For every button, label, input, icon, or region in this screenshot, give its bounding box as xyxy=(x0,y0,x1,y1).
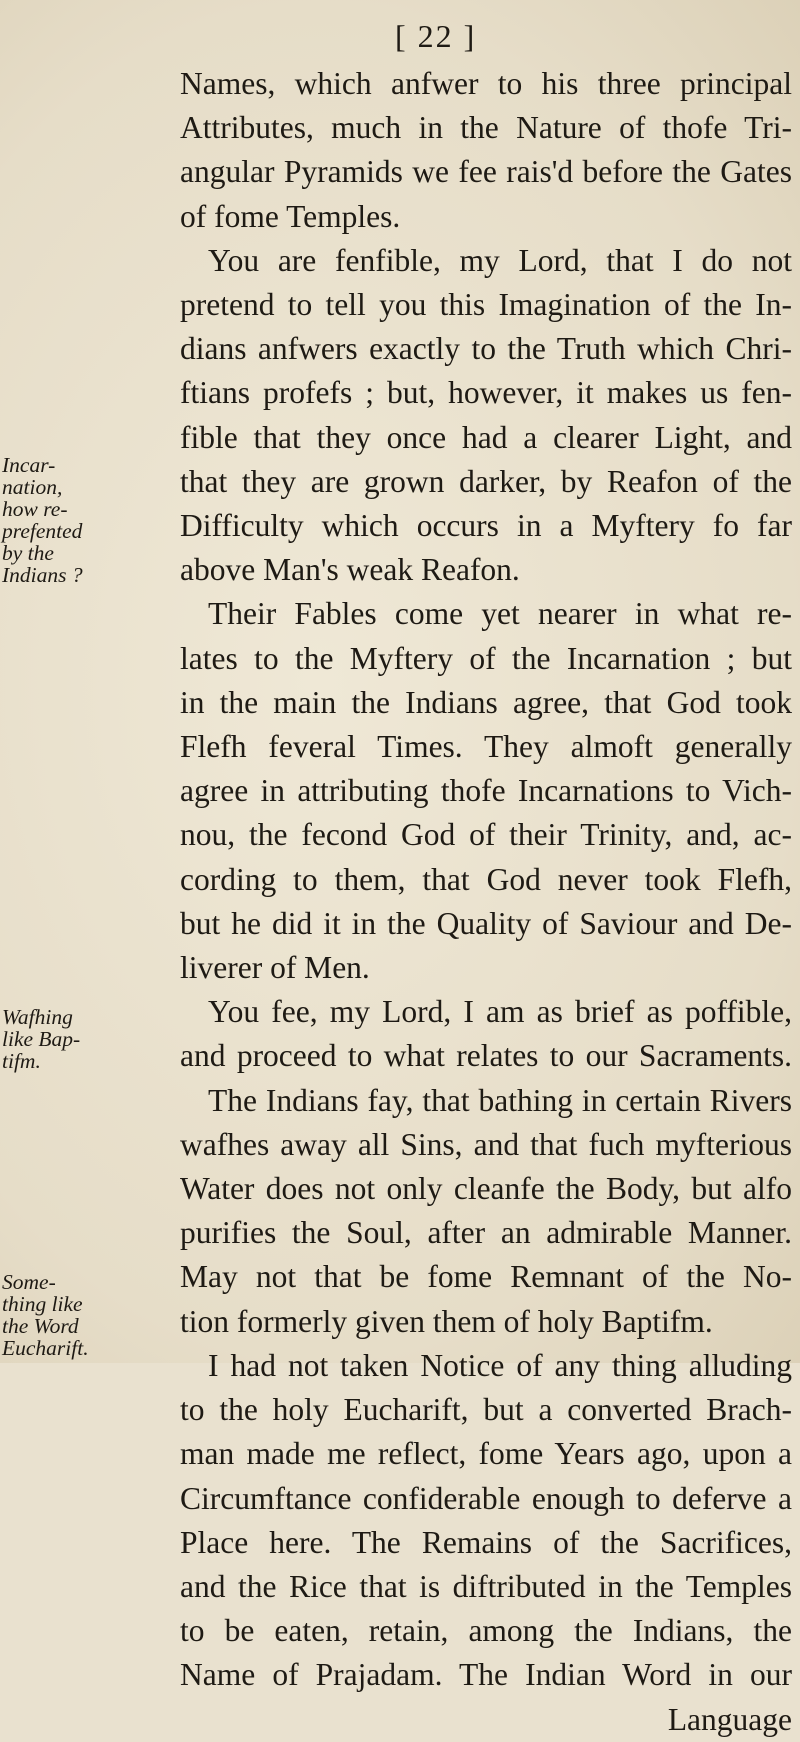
text-line: in the main the Indians agree, that God took xyxy=(180,684,792,720)
text-line: pretend to tell you this Imagination of the In- xyxy=(180,287,792,323)
text-line: liverer of Men. xyxy=(180,950,370,986)
text-line: Place here. The Remains of the Sacrifices, xyxy=(180,1524,792,1560)
text-line: wafhes away all Sins, and that fuch myfterious xyxy=(180,1126,792,1162)
text-line: purifies the Soul, after an admirable Manner. xyxy=(180,1215,792,1251)
text-line: of fome Temples. xyxy=(180,198,401,234)
margin-note-line: Wafhing xyxy=(2,1005,73,1029)
text-line: May not that be fome Remnant of the No- xyxy=(180,1259,792,1295)
text-line: but he did it in the Quality of Saviour and De- xyxy=(180,905,792,941)
text-line: Circumftance confiderable enough to deferve a xyxy=(180,1480,792,1516)
text-line: lates to the Myftery of the Incarnation ; but xyxy=(180,640,792,676)
margin-note-line: tifm. xyxy=(2,1049,41,1073)
text-line: ftians profefs ; but, however, it makes us fen- xyxy=(180,375,792,411)
text-line: that they are grown darker, by Reafon of the xyxy=(180,463,792,499)
text-line: tion formerly given them of holy Baptifm. xyxy=(180,1303,713,1339)
text-line: fible that they once had a clearer Light, and xyxy=(180,419,792,455)
text-line: above Man's weak Reafon. xyxy=(180,552,520,588)
text-line: cording to them, that God never took Flefh, xyxy=(180,861,792,897)
body-text xyxy=(180,62,792,1742)
margin-note-line: Incar- xyxy=(2,453,56,477)
text-line: Name of Prajadam. The Indian Word in our xyxy=(180,1657,792,1693)
text-line: I had not taken Notice of any thing alluding xyxy=(208,1347,792,1383)
text-line: You fee, my Lord, I am as brief as poffible, xyxy=(208,994,792,1030)
margin-note-line: by the xyxy=(2,541,54,565)
text-line: man made me reflect, fome Years ago, upon a xyxy=(180,1436,792,1472)
text-line: to the holy Eucharift, but a converted Brach- xyxy=(180,1392,792,1428)
margin-note-line: nation, xyxy=(2,475,63,499)
text-line: Flefh feveral Times. They almoft generally xyxy=(180,729,792,765)
margin-note-line: how re- xyxy=(2,497,68,521)
margin-note-line: Some- xyxy=(2,1270,56,1294)
page-number: [ 22 ] xyxy=(395,18,477,54)
margin-note-line: Eucharift. xyxy=(2,1336,89,1360)
margin-note-eucharist xyxy=(2,1271,177,1359)
text-line: Water does not only cleanfe the Body, but alfo xyxy=(180,1171,792,1207)
text-line: The Indians fay, that bathing in certain Rivers xyxy=(208,1082,792,1118)
text-line: Their Fables come yet nearer in what re- xyxy=(208,596,792,632)
catchword: Language xyxy=(667,1701,792,1737)
text-line: and proceed to what relates to our Sacraments. xyxy=(180,1038,792,1074)
text-line: angular Pyramids we fee rais'd before the Gates xyxy=(180,154,792,190)
text-line: Attributes, much in the Nature of thofe Tri- xyxy=(180,110,792,146)
text-line: dians anfwers exactly to the Truth which Chri- xyxy=(180,331,792,367)
margin-note-line: thing like xyxy=(2,1292,83,1316)
text-line: to be eaten, retain, among the Indians, the xyxy=(180,1613,792,1649)
text-line: nou, the fecond God of their Trinity, and, ac- xyxy=(180,817,792,853)
margin-note-washing xyxy=(2,1006,177,1072)
margin-note-line: Indians ? xyxy=(2,563,83,587)
margin-note-incarnation xyxy=(2,454,177,586)
text-line: agree in attributing thofe Incarnations to Vich- xyxy=(180,773,792,809)
margin-note-line: like Bap- xyxy=(2,1027,81,1051)
margin-note-line: prefented xyxy=(2,519,83,543)
text-line: Names, which anfwer to his three principal xyxy=(180,66,792,101)
margin-note-line: the Word xyxy=(2,1314,79,1338)
text-line: Difficulty which occurs in a Myftery fo far xyxy=(180,508,792,544)
text-line: and the Rice that is diftributed in the Temples xyxy=(180,1568,792,1604)
text-line: You are fenfible, my Lord, that I do not xyxy=(208,242,792,278)
